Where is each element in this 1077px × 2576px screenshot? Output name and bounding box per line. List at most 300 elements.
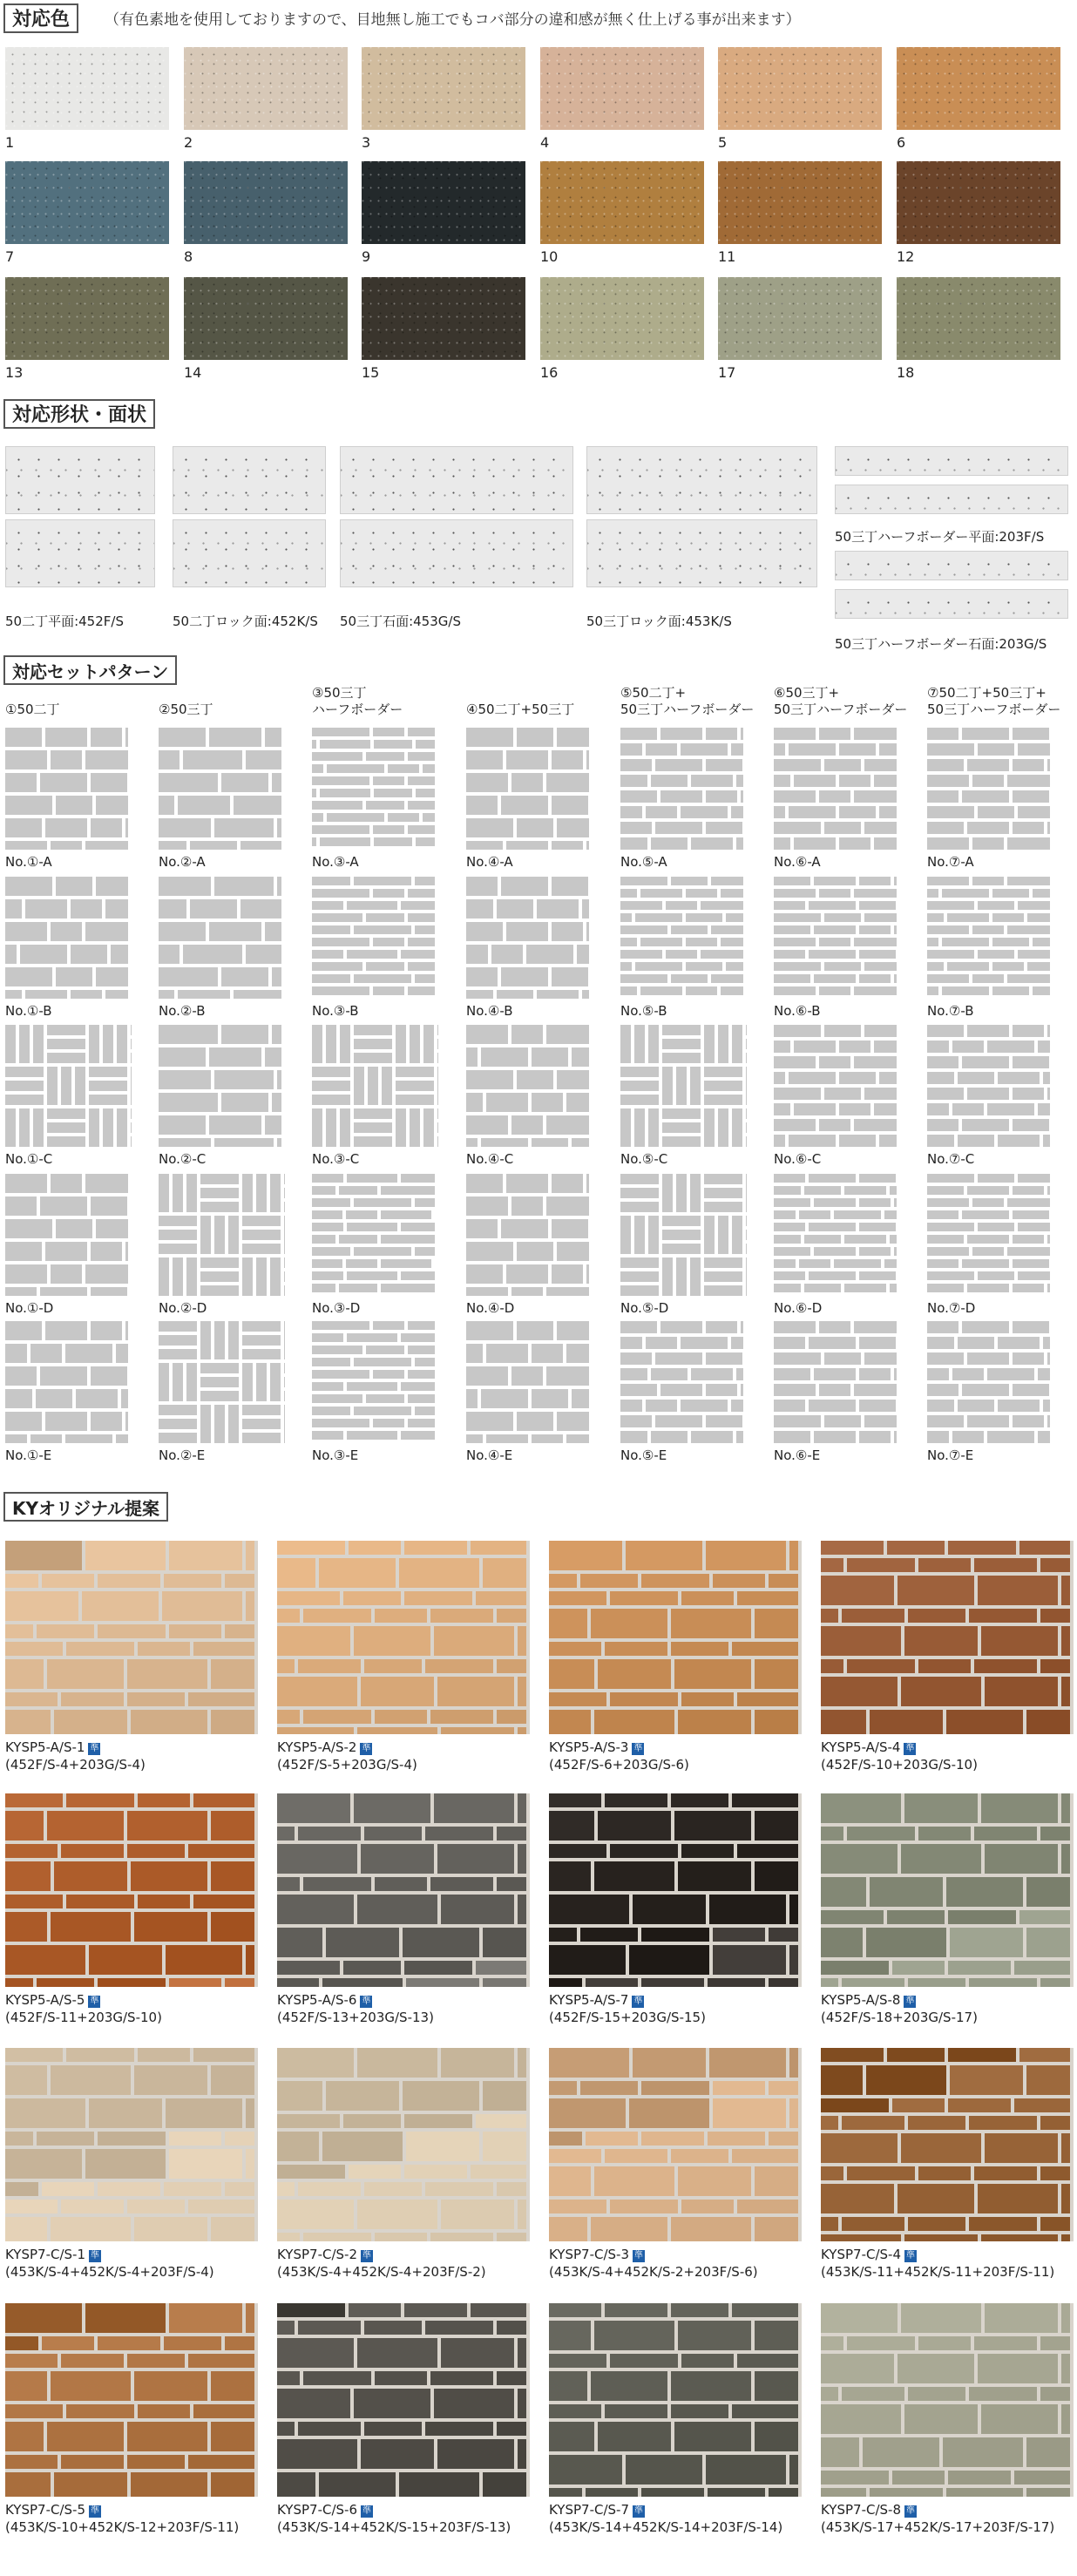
pattern-brick [532,1389,568,1408]
pattern-brick [967,1025,1009,1037]
pattern-brick [105,990,128,999]
pattern-brick [91,1412,122,1431]
ky-brick [476,1961,526,1975]
pattern-brick [5,750,47,769]
pattern-brick [56,796,92,815]
pattern-brick [1033,889,1050,898]
pattern-brick [1047,1415,1050,1427]
pattern-brick [396,1095,434,1105]
pattern-brick [962,728,1009,740]
pattern-label: No.⑥-D [774,1300,823,1316]
ky-brick [978,2184,1058,2213]
pattern-brick [228,1216,239,1254]
pattern-label: No.①-C [5,1151,53,1167]
pattern-brick [105,899,128,919]
pattern-brick [312,776,369,785]
pattern-brick [731,1400,743,1412]
pattern-brick [51,1174,82,1193]
pattern-brick [228,1321,239,1359]
ky-brick [610,1844,678,1858]
pattern-brick [552,796,588,815]
pattern-brick [927,925,969,934]
pattern-brick [5,796,52,815]
pattern-brick [927,1415,964,1427]
ky-brick [5,1793,63,1807]
pattern-brick [381,1284,435,1292]
pattern-brick [511,1196,543,1216]
ky-brick [904,1626,978,1656]
ky-wall-sample [277,2303,530,2497]
pattern-diagram [466,1174,593,1296]
pattern-brick [546,1366,589,1386]
ky-brick [737,2200,798,2213]
ky-brick [277,1928,322,1957]
pattern-brick [51,841,82,850]
pattern-brick [466,728,513,747]
ky-brick [969,2387,1037,2401]
ky-brick [821,2234,901,2241]
pattern-brick [774,1235,801,1244]
pattern-brick [962,1259,1009,1268]
ky-brick [842,2387,904,2401]
ky-brick [1040,2166,1070,2180]
ky-brick [755,1609,798,1638]
pattern-brick [927,901,974,910]
ky-brick [1014,2098,1070,2112]
ky-brick [82,1591,159,1621]
ky-brick [755,2371,798,2401]
pattern-brick [894,1431,897,1443]
pattern-brick [47,1067,58,1105]
ky-brick [404,1961,472,1975]
pattern-brick [890,1186,897,1195]
pattern-brick [71,945,107,964]
pattern-brick [159,1115,206,1135]
ky-wall-sample [277,1793,530,1987]
ky-brick [549,2303,601,2317]
ky-brick [399,2472,479,2497]
ky-brick [42,2336,94,2350]
ky-brick [188,2354,254,2368]
ky-brick [671,2303,728,2317]
pattern-brick [927,806,974,818]
ky-brick [5,2048,63,2062]
ky-brick [586,2132,638,2146]
ky-brick [549,2354,606,2368]
ky-brick [974,2336,1037,2350]
pattern-brick [246,945,281,964]
pattern-brick [774,962,821,971]
swatch-label: 18 [897,364,915,381]
pattern-brick [200,1285,239,1296]
ky-brick [138,2048,190,2062]
pattern-brick [662,1025,701,1035]
pattern-brick [416,740,435,749]
pattern-brick [511,1115,543,1135]
pattern-brick [972,775,1004,787]
ky-brick [549,2371,587,2401]
shape-label: 50三丁ハーフボーダー石面:203G/S [835,636,1047,652]
ky-brick [918,1659,971,1673]
ky-brick [343,1961,401,1975]
ky-brick [277,2114,340,2128]
pattern-brick [5,1067,44,1077]
ky-brick [887,1910,945,1924]
ky-brick [437,1677,514,1706]
pattern-brick [927,1186,964,1195]
pattern-brick [660,790,702,803]
pattern-brick [354,1358,411,1366]
ky-product-name [821,2247,917,2262]
pattern-brick [681,1400,728,1412]
pattern-brick [47,1025,85,1035]
ky-brick [277,2338,354,2368]
pattern-brick [691,837,733,850]
pattern-brick [774,913,821,922]
pattern-brick [927,1321,958,1333]
ky-brick [47,1659,124,1689]
pattern-brick [879,1072,897,1084]
pattern-brick [586,1174,589,1193]
ky-brick [887,2048,945,2062]
pattern-brick [312,1247,350,1256]
pattern-brick [5,1264,47,1284]
pattern-brick [408,752,435,761]
ky-wall-sample [277,2048,530,2241]
ky-brick [483,1928,526,1957]
ky-brick [908,1609,965,1623]
ky-brick [1026,2065,1070,2095]
pattern-brick [958,1135,994,1147]
pattern-brick [704,1202,742,1212]
pattern-brick [481,1047,528,1067]
pattern-brick [159,841,186,850]
ky-brick [425,1827,493,1840]
pattern-brick [814,1198,856,1207]
pattern-brick [1047,759,1050,771]
ky-brick [127,1692,185,1706]
pattern-diagram [159,1321,285,1443]
pattern-brick [242,1244,281,1254]
pattern-brick [879,743,897,756]
pattern-brick [312,1186,335,1195]
ky-brick [47,2422,124,2451]
pattern-brick [774,1025,821,1037]
ky-brick [5,1624,33,1638]
pattern-brick [159,877,211,896]
pattern-label: No.①-E [5,1447,52,1463]
pattern-brick [25,899,67,919]
pattern-brick [159,1335,197,1346]
pattern-brick [388,764,419,773]
pattern-brick [5,1174,47,1193]
pattern-brick [373,825,404,834]
pattern-brick [466,1093,483,1112]
ky-brick [708,2488,765,2497]
pattern-brick [51,922,82,941]
ky-brick [549,2166,591,2196]
pattern-brick [691,1368,733,1380]
pattern-brick [511,1025,543,1044]
pattern-brick [312,1081,350,1091]
ky-brick [610,2354,678,2368]
ky-brick [985,1677,1058,1706]
pattern-diagram [466,728,593,850]
semi-standard-badge: 準 [906,2251,915,2261]
color-swatch [540,161,704,244]
pattern-brick [958,1400,994,1412]
pattern-brick [746,1025,747,1035]
pattern-brick [5,1196,37,1216]
pattern-brick [19,1025,30,1063]
ky-brick [518,2389,526,2418]
pattern-brick [388,813,419,822]
ky-brick [678,1861,751,1891]
pattern-brick [103,1025,113,1063]
pattern-brick [312,1259,342,1268]
pattern-brick [927,728,958,740]
ky-product-code: KYSP5-A/S-6 [277,1992,357,2008]
pattern-brick [662,1244,701,1254]
ky-brick [357,2200,437,2229]
pattern-label: No.⑤-B [620,1003,667,1019]
pattern-brick [91,1321,122,1340]
pattern-brick [481,1389,528,1408]
ky-brick [42,2182,94,2196]
pattern-brick [706,822,742,834]
pattern-brick [942,889,989,898]
pattern-brick [466,967,498,986]
ky-brick [61,2354,124,2368]
pattern-brick [408,1394,435,1403]
ky-brick [66,1895,134,1908]
ky-brick [901,2303,981,2333]
ky-brick [211,1659,254,1689]
pattern-brick [381,1259,431,1268]
ky-brick [549,1659,594,1689]
pattern-brick [1018,806,1050,818]
pattern-brick [242,1405,281,1415]
pattern-brick [814,1431,856,1443]
ky-brick [755,2422,798,2451]
ky-product-code: KYSP5-A/S-5 [5,1992,85,2008]
pattern-brick [774,759,821,771]
pattern-brick [736,775,743,787]
pattern-brick [927,775,969,787]
pattern-brick [5,1025,16,1063]
ky-brick [425,2321,493,2335]
pattern-brick [374,740,412,749]
pattern-brick [774,1223,805,1231]
pattern-brick [686,962,722,971]
pattern-brick [373,1321,404,1330]
pattern-brick [686,913,722,922]
pattern-brick [736,1368,743,1380]
ky-brick [948,1910,1016,1924]
pattern-brick [320,740,370,749]
pattern-brick [819,889,850,898]
ky-brick [277,2371,300,2385]
ky-brick [641,2488,704,2497]
ky-brick [169,2303,242,2333]
ky-brick [298,2422,361,2436]
pattern-brick [256,1257,267,1296]
ky-brick [162,1591,242,1621]
ky-wall-sample [5,1793,258,1987]
pattern-brick [209,728,261,747]
pattern-brick [746,1108,747,1119]
ky-brick [821,1659,843,1673]
pattern-brick [586,750,589,769]
pattern-brick [272,1093,281,1112]
ky-brick [892,2098,945,2112]
pattern-brick [312,1067,350,1077]
pattern-brick [312,728,369,736]
pattern-brick [859,925,891,934]
pattern-brick [159,922,206,941]
pattern-diagram [312,877,438,999]
ky-brick [518,1895,526,1924]
pattern-brick [620,1081,659,1091]
ky-product-name [5,1739,100,1755]
pattern-brick [117,1108,127,1147]
pattern-brick [466,899,493,919]
pattern-brick [1027,962,1050,971]
pattern-label: No.⑤-A [620,854,667,870]
pattern-label: No.③-D [312,1300,361,1316]
pattern-brick [214,1216,225,1254]
ky-brick [821,1978,838,1987]
ky-brick [169,2149,242,2179]
shape-tile [173,446,326,514]
pattern-brick [265,1115,281,1135]
pattern-label: No.②-A [159,854,206,870]
ky-product-name [549,2502,645,2518]
ky-brick [981,1626,1058,1656]
pattern-brick [774,1259,796,1268]
pattern-brick [814,877,856,885]
ky-brick [406,1978,479,1987]
pattern-brick [958,1337,994,1349]
pattern-brick [1047,1186,1050,1195]
pattern-brick [942,938,989,946]
pattern-brick [312,1394,362,1403]
pattern-brick [804,1284,841,1292]
pattern-brick [354,1039,392,1049]
pattern-brick [312,1346,362,1354]
pattern-brick [774,889,816,898]
pattern-brick [557,818,589,837]
pattern-brick [173,1174,183,1212]
ky-brick [755,1811,798,1840]
pattern-diagram [5,728,132,850]
pattern-brick [992,913,1024,922]
pattern-brick [1013,1056,1049,1068]
pattern-brick [952,1041,984,1053]
pattern-brick [809,1271,856,1280]
pattern-brick [660,1384,702,1396]
ky-brick [277,1677,357,1706]
pattern-label: No.④-D [466,1300,515,1316]
ky-brick [425,1659,493,1673]
pattern-brick [552,750,583,769]
ky-brick [633,2048,706,2078]
pattern-brick [620,837,647,850]
pattern-brick [312,764,323,773]
ky-brick [821,2404,901,2434]
pattern-brick [347,1271,397,1280]
pattern-brick [741,1321,743,1333]
ky-brick [549,2217,587,2241]
ky-brick [978,1576,1058,1605]
ky-brick [364,1827,422,1840]
pattern-brick [131,1067,132,1105]
pattern-brick [497,899,533,919]
pattern-brick [662,1122,701,1133]
pattern-brick [517,1242,553,1261]
ky-brick [981,2234,1058,2241]
ky-brick [1061,1626,1070,1656]
pattern-brick [839,1135,876,1147]
pattern-diagram [5,877,132,999]
pattern-brick [711,877,743,885]
pattern-brick [466,750,503,769]
ky-brick [277,2233,300,2241]
ky-brick [821,2184,894,2213]
ky-product-code: KYSP5-A/S-1 [5,1739,85,1755]
pattern-brick [671,877,708,885]
pattern-brick [927,759,964,771]
pattern-brick [96,796,128,815]
pattern-brick [1013,1235,1044,1244]
pattern-brick [209,922,261,941]
ky-brick [549,2081,577,2095]
ky-brick [948,2471,1011,2484]
pattern-brick [159,750,180,769]
pattern-brick [854,986,897,995]
pattern-brick [972,837,1004,850]
pattern-brick [401,901,435,910]
pattern-brick [859,1247,891,1256]
pattern-brick [557,728,589,747]
pattern-brick [466,1344,483,1363]
pattern-brick [327,764,384,773]
ky-brick [671,2149,728,2163]
pattern-diagram [927,1174,1053,1296]
pattern-brick [501,967,548,986]
pattern-brick [774,1400,805,1412]
pattern-brick [415,974,435,983]
ky-brick [591,1609,667,1638]
swatch-label: 9 [362,248,371,265]
pattern-brick [620,728,657,740]
pattern-brick [159,1349,197,1359]
pattern-brick [56,1219,92,1238]
pattern-brick [36,1389,72,1408]
pattern-brick [884,1210,897,1219]
ky-brick [950,1928,1023,1957]
ky-brick [66,1642,134,1656]
pattern-brick [200,1257,239,1268]
pattern-brick [732,1025,742,1063]
ky-brick [969,2116,1037,2130]
ky-brick [948,1541,1016,1555]
pattern-brick [85,1174,128,1193]
pattern-brick [662,1136,701,1147]
ky-brick [131,1710,207,1734]
pattern-brick [774,1368,810,1380]
ky-brick [188,1692,254,1706]
